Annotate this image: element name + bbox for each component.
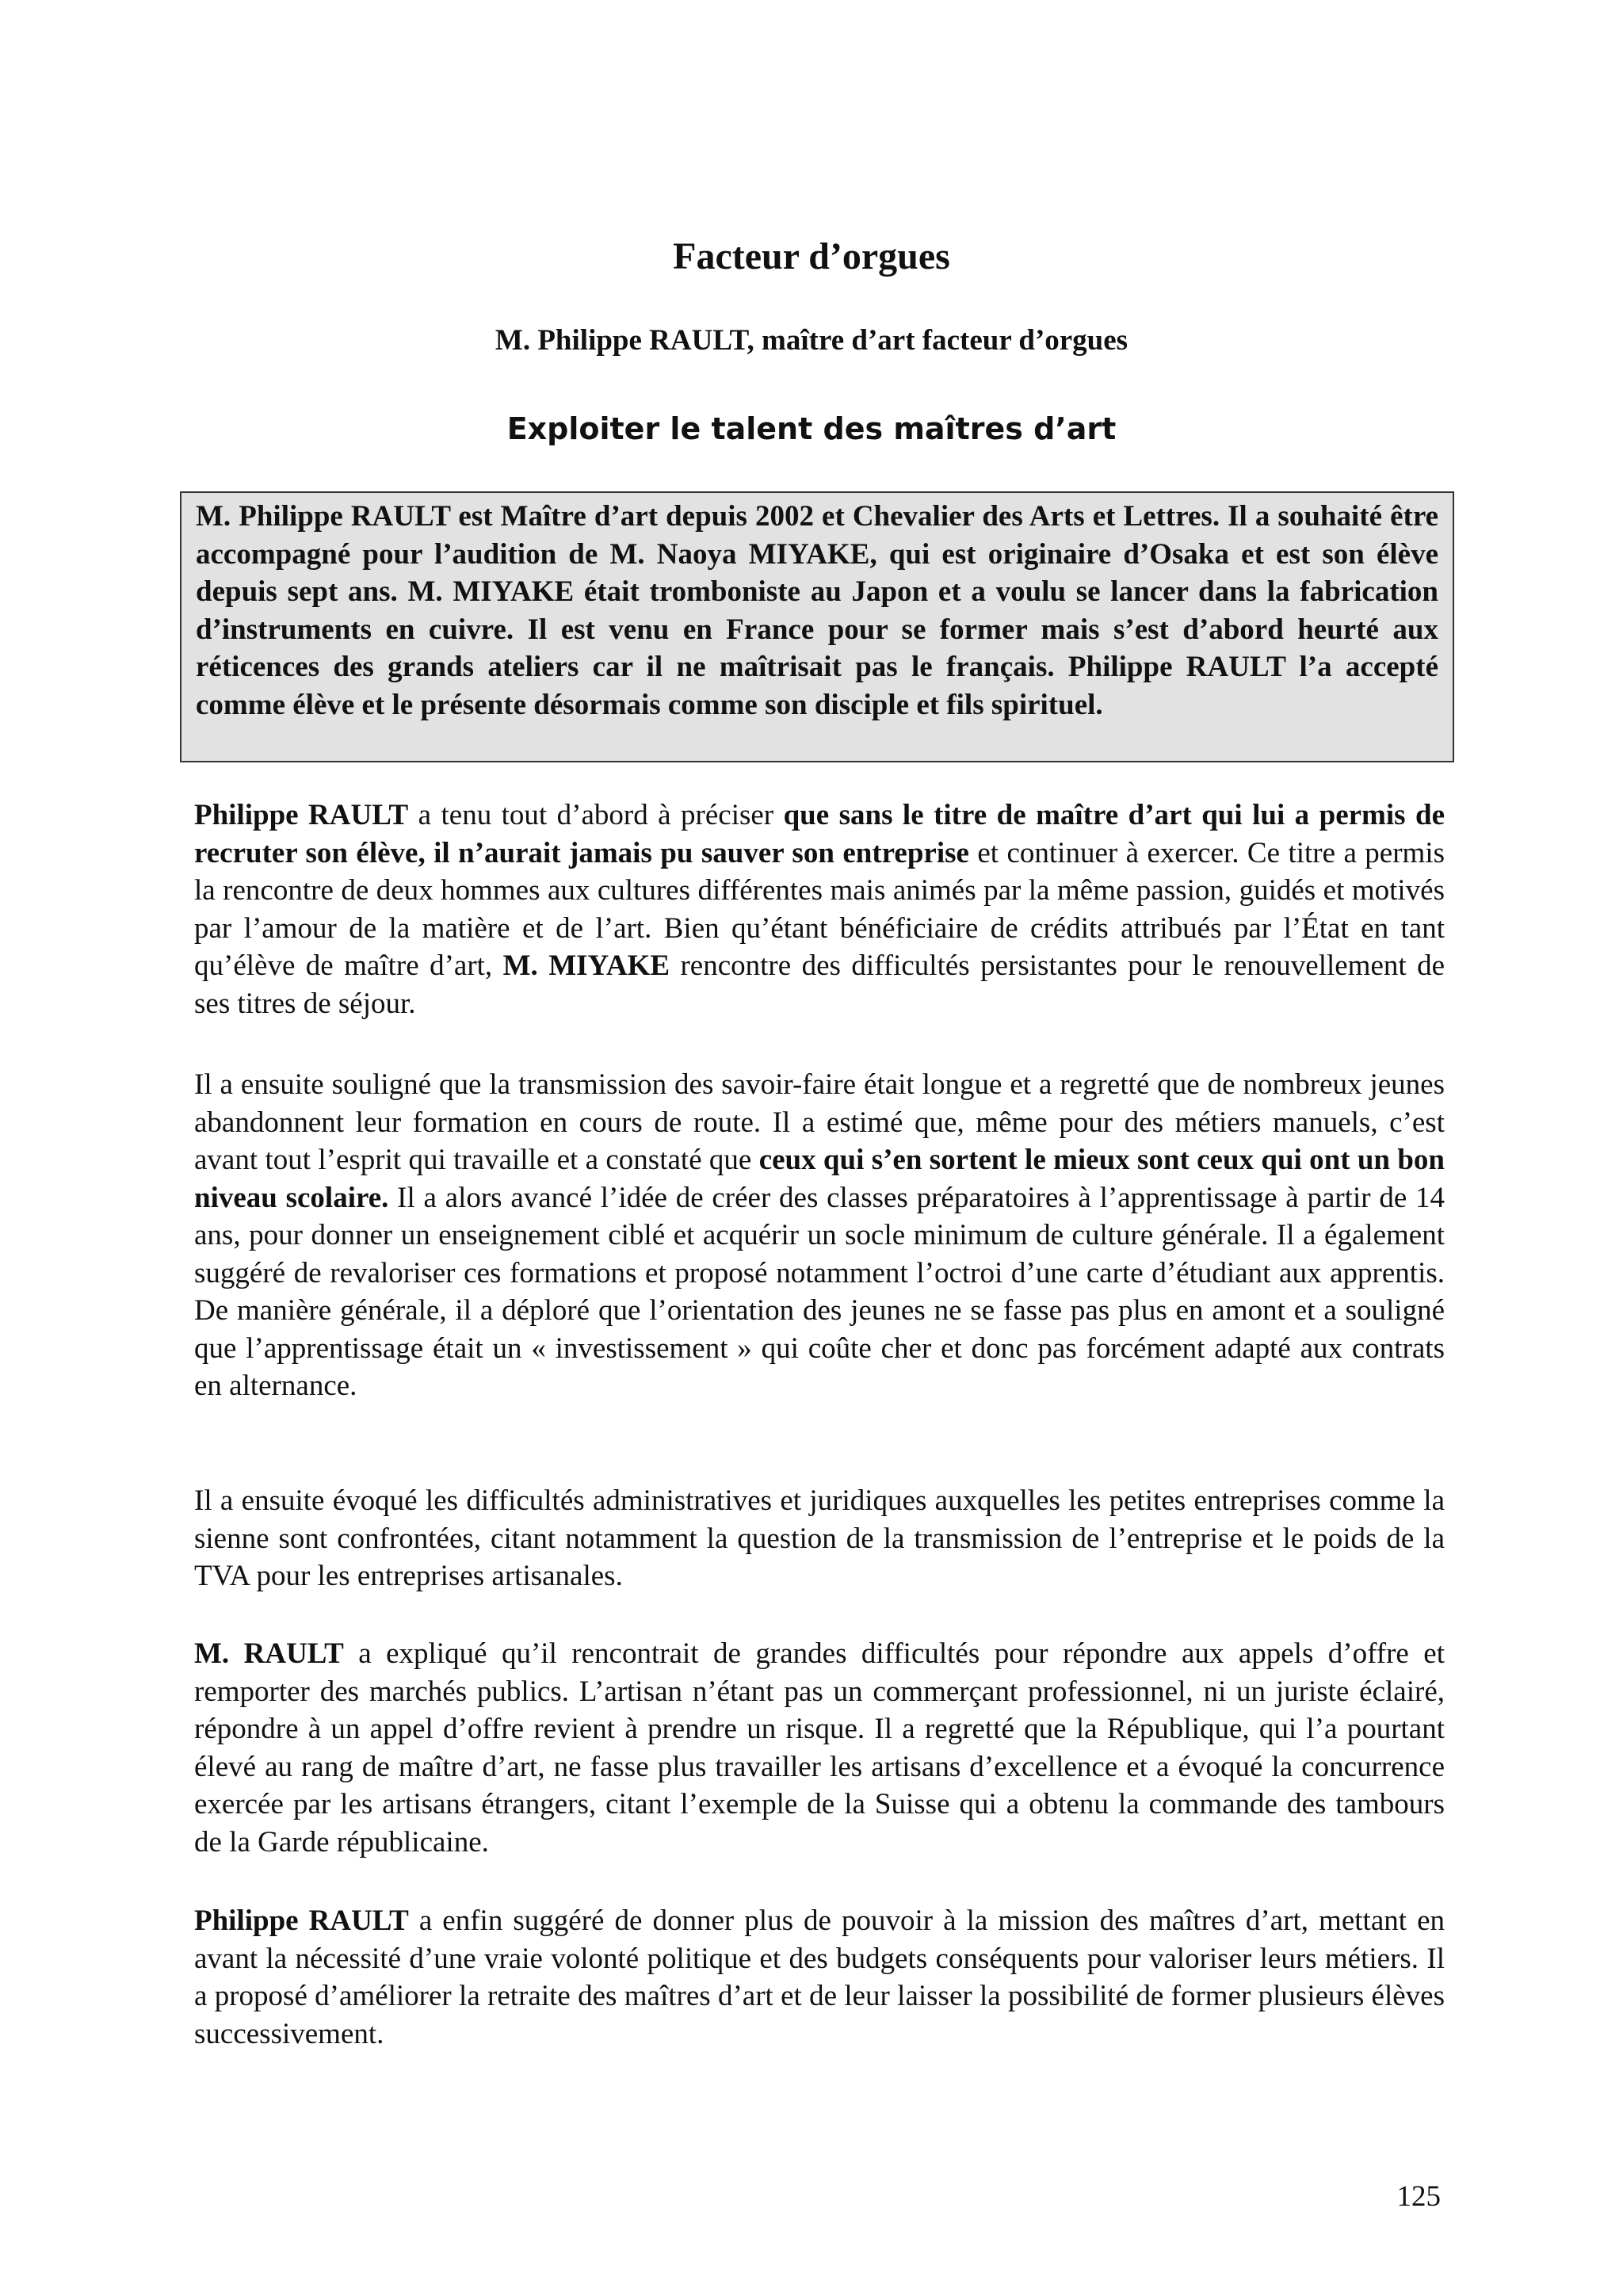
speaker-name: Philippe RAULT: [194, 799, 409, 831]
speaker-name: Philippe RAULT: [194, 1904, 409, 1937]
paragraph-text: rencontre des difficultés persistantes pour le renouvellement de ses titres de séjour.: [194, 949, 1445, 1020]
paragraph-text: Il a ensuite évoqué les difficultés administratives et juridiques auxquelles les petites entreprises comme la sienne sont confrontées, citant notamment la question de la transmission de l’entreprise et le poids de la TVA pour les entreprises artisanales.: [194, 1484, 1445, 1592]
section-heading: Exploiter le talent des maîtres d’art: [506, 411, 1117, 446]
page-number: 125: [1396, 2180, 1441, 2213]
paragraph-text: Il a alors avancé l’idée de créer des classes préparatoires à l’apprentissage à partir de 14 ans, pour donner un enseignement ciblé et acquérir un socle minimum de culture générale. Il a également suggéré de revaloriser ces formations et proposé notamment l’octroi d’une carte d’étudiant aux apprentis. De manière générale, il a déploré que l’orientation des jeunes ne se fasse pas plus en amont et a souligné que l’apprentissage était un « investissement » qui coûte cher et donc pas forcément adapté aux contrats en alternance.: [194, 1181, 1445, 1402]
page-title: Facteur d’orgues: [673, 235, 950, 277]
paragraph-text: a expliqué qu’il rencontrait de grandes difficultés pour répondre aux appels d’offre et remporter des marchés publics. L’artisan n’étant pas un commerçant professionnel, ni un juriste éclairé, répondre à un appel d’offre revient à prendre un risque. Il a regretté que la République, qui l’a pourtant élevé au rang de maître d’art, ne fasse plus travailler les artisans d’excellence et a évoqué la concurrence exercée par les artisans étrangers, citant l’exemple de la Suisse qui a obtenu la commande des tambours de la Garde républicaine.: [194, 1637, 1445, 1859]
paragraph-text: Il a ensuite souligné que la transmission des savoir-faire était longue et a regretté que de nombreux jeunes abandonnent leur formation en cours de route. Il a estimé que, même pour des métiers manuels, c’est avant tout l’esprit qui travaille et a constaté que: [194, 1068, 1445, 1176]
speaker-name: M. MIYAKE: [502, 949, 670, 982]
summary-box: [180, 491, 1454, 762]
speaker-name: M. RAULT: [194, 1637, 344, 1670]
paragraph-4: [194, 1635, 1445, 1861]
paragraph-1: [194, 797, 1445, 1022]
paragraph-5: [194, 1902, 1445, 2053]
paragraph-text: a tenu tout d’abord à préciser: [408, 799, 784, 831]
paragraph-text: a enfin suggéré de donner plus de pouvoir à la mission des maîtres d’art, mettant en avant la nécessité d’une vraie volonté politique et des budgets conséquents pour valoriser leurs métiers. Il a proposé d’améliorer la retraite des maîtres d’art et de leur laisser la possibilité de former plusieurs élèves successivement.: [194, 1904, 1445, 2050]
paragraph-text: et continuer à exercer. Ce titre a permis la rencontre de deux hommes aux cultures différentes mais animés par la même passion, guidés et motivés par l’amour de la matière et de l’art. Bien qu’étant bénéficiaire de crédits attribués par l’État en tant qu’élève de maître d’art,: [194, 836, 1445, 982]
page-subtitle: M. Philippe RAULT, maître d’art facteur d’orgues: [495, 324, 1128, 357]
emphasis-text: que sans le titre de maître d’art qui lui a permis de recruter son élève, il n’aurait jamais pu sauver son entreprise: [194, 799, 1445, 869]
emphasis-text: ceux qui s’en sortent le mieux sont ceux qui ont un bon niveau scolaire.: [194, 1144, 1445, 1214]
paragraph-3: [194, 1482, 1445, 1595]
paragraph-2: [194, 1066, 1445, 1405]
summary-text: M. Philippe RAULT est Maître d’art depuis 2002 et Chevalier des Arts et Lettres. Il a souhaité être accompagné pour l’audition de M. Naoya MIYAKE, qui est originaire d’Osaka et est son élève depuis sept ans. M. MIYAKE était tromboniste au Japon et a voulu se lancer dans la fabrication d’instruments en cuivre. Il est venu en France pour se former mais s’est d’abord heurté aux réticences des grands ateliers car il ne maîtrisait pas le français. Philippe RAULT l’a accepté comme élève et le présente désormais comme son disciple et fils spirituel.: [196, 500, 1438, 721]
